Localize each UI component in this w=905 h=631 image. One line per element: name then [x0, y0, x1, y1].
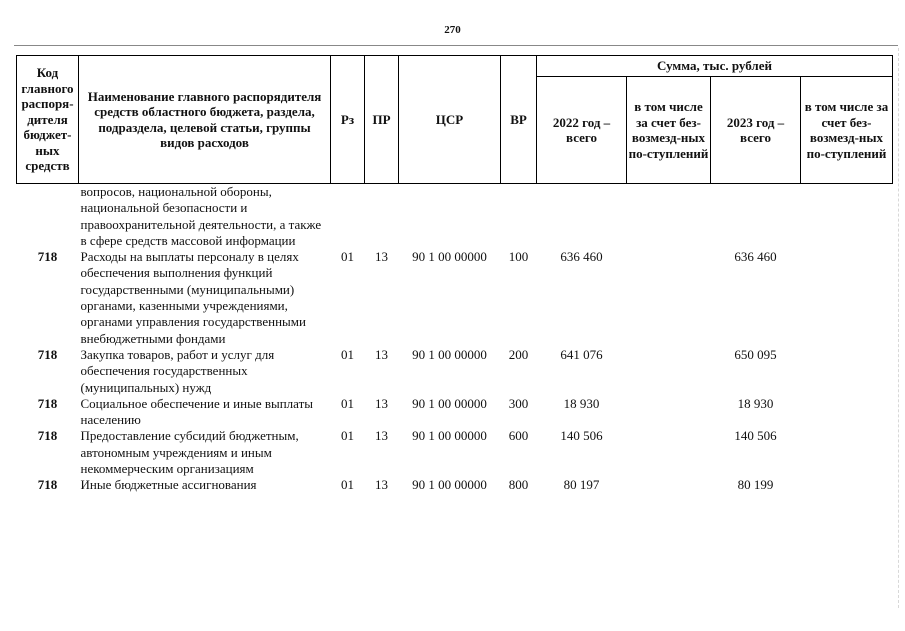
row-pr: 13 [375, 249, 388, 265]
table-row [17, 477, 893, 493]
row-code: 718 [37, 477, 58, 493]
table-row [17, 428, 893, 477]
scan-edge-line [898, 48, 899, 608]
table-row [17, 396, 893, 429]
row-csr: 90 1 00 00000 [412, 428, 487, 444]
row-code: 718 [37, 395, 58, 411]
row-pr: 13 [375, 395, 388, 411]
header-total-2023: 2023 год – всего [711, 77, 801, 184]
row-vr: 100 [508, 249, 529, 265]
row-incl-2022 [627, 396, 711, 429]
row-incl-2022 [627, 249, 711, 347]
row-vr: 200 [508, 346, 529, 362]
header-csr: ЦСР [399, 56, 501, 184]
row-code [17, 184, 79, 250]
row-rz: 01 [341, 477, 354, 493]
row-name: Иные бюджетные ассигнования [80, 477, 257, 493]
row-csr: 90 1 00 00000 [412, 249, 487, 265]
header-total-2022: 2022 год – всего [537, 77, 627, 184]
table-row [17, 347, 893, 396]
row-vr: 600 [508, 428, 529, 444]
row-incl-2023 [801, 477, 893, 493]
row-name: Социальное обеспечение и иные выплаты населению [80, 395, 314, 428]
header-code: Код главного распоря-дителя бюджет-ных средств [17, 56, 79, 184]
row-sum-2023: 636 460 [734, 249, 777, 265]
header-name: Наименование главного распорядителя средств областного бюджета, раздела, подраздела, целевой статьи, группы видов расходов [79, 56, 331, 184]
row-incl-2023 [801, 396, 893, 429]
row-rz: 01 [341, 395, 354, 411]
header-incl-2023: в том числе за счет без-возмезд-ных по-ступлений [801, 77, 893, 184]
row-sum-2023: 140 506 [734, 428, 777, 444]
row-csr: 90 1 00 00000 [412, 395, 487, 411]
table-row [17, 249, 893, 347]
row-sum-2022: 80 197 [563, 477, 600, 493]
header-pr: ПР [365, 56, 399, 184]
top-rule [14, 45, 898, 46]
header-incl-2022: в том числе за счет без-возмезд-ных по-ступлений [627, 77, 711, 184]
table-row [17, 184, 893, 250]
row-pr [365, 184, 399, 250]
row-incl-2023 [801, 347, 893, 396]
row-name: Предоставление субсидий бюджетным, автономным учреждениям и иным некоммерческим организациям [80, 428, 299, 477]
row-pr: 13 [375, 428, 388, 444]
row-incl-2023 [801, 184, 893, 250]
row-name: вопросов, национальной обороны, национальной безопасности и правоохранительной деятельности, а также в сфере средств массовой информации [80, 184, 322, 248]
row-incl-2022 [627, 347, 711, 396]
row-vr: 800 [508, 477, 529, 493]
row-rz: 01 [341, 249, 354, 265]
row-rz: 01 [341, 346, 354, 362]
row-code: 718 [37, 249, 58, 265]
row-sum-2022: 18 930 [563, 395, 600, 411]
row-code: 718 [37, 428, 58, 444]
table-body [17, 184, 893, 494]
row-incl-2022 [627, 477, 711, 493]
row-sum-2022 [537, 184, 627, 250]
row-csr: 90 1 00 00000 [412, 477, 487, 493]
row-sum-2022: 641 076 [560, 346, 603, 362]
row-pr: 13 [375, 346, 388, 362]
row-vr: 300 [508, 395, 529, 411]
row-incl-2022 [627, 184, 711, 250]
row-pr: 13 [375, 477, 388, 493]
row-sum-2022: 636 460 [560, 249, 603, 265]
row-sum-2023: 18 930 [737, 395, 774, 411]
row-sum-2023: 650 095 [734, 346, 777, 362]
row-incl-2022 [627, 428, 711, 477]
page-number: 270 [444, 24, 461, 36]
header-sum-group: Сумма, тыс. рублей [537, 56, 893, 77]
row-sum-2023 [711, 184, 801, 250]
row-incl-2023 [801, 428, 893, 477]
budget-table [16, 55, 893, 494]
row-incl-2023 [801, 249, 893, 347]
row-sum-2022: 140 506 [560, 428, 603, 444]
row-sum-2023: 80 199 [737, 477, 774, 493]
row-name: Закупка товаров, работ и услуг для обеспечения государственных (муниципальных) нужд [80, 346, 275, 395]
row-rz [331, 184, 365, 250]
row-name: Расходы на выплаты персоналу в целях обеспечения выполнения функций государственными (муниципальными) органами, казенными учреждениями, органами управления государственными внебюджетными фондами [80, 249, 306, 346]
table-header [17, 56, 893, 184]
header-vr: ВР [501, 56, 537, 184]
header-rz: Рз [331, 56, 365, 184]
row-rz: 01 [341, 428, 354, 444]
row-code: 718 [37, 346, 58, 362]
row-vr [501, 184, 537, 250]
row-csr [399, 184, 501, 250]
row-csr: 90 1 00 00000 [412, 346, 487, 362]
